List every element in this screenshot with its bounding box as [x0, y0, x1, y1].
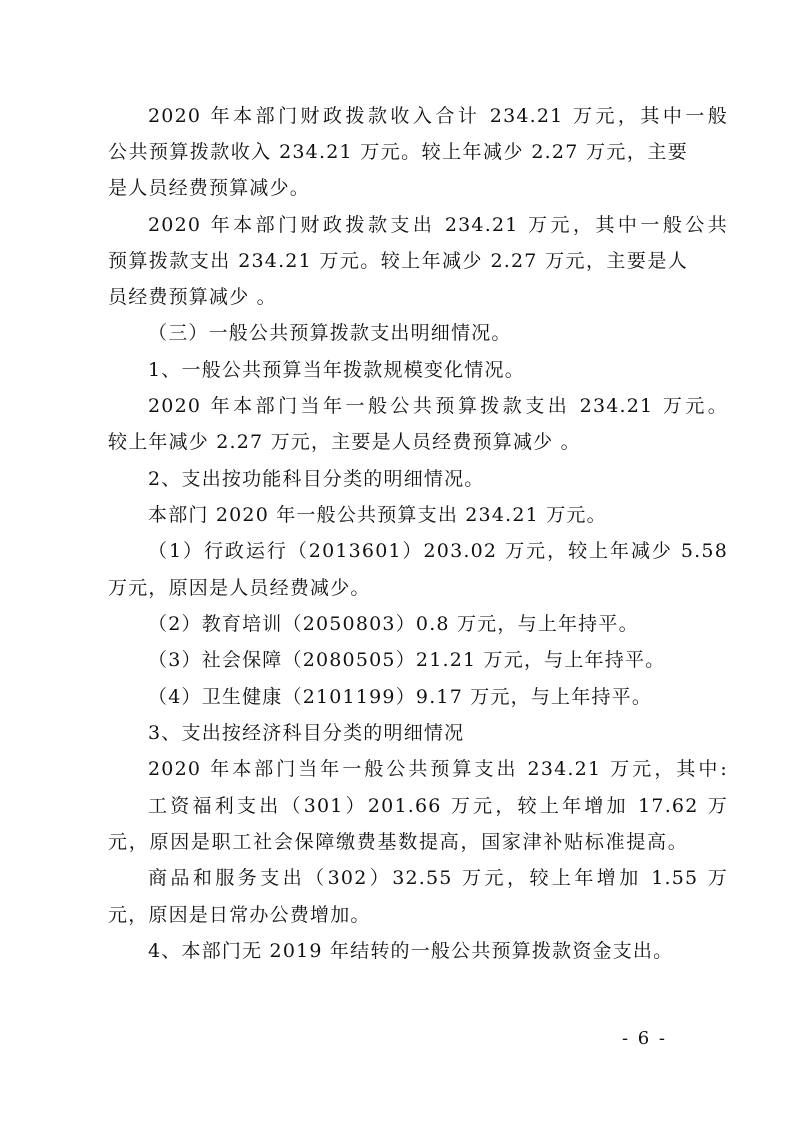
paragraph-line-2: 公共预算拨款收入 234.21 万元。较上年减少 2.27 万元，主要 — [108, 141, 688, 163]
function-item-4: （4）卫生健康（2101199）9.17 万元，与上年持平。 — [148, 686, 653, 708]
paragraph-line-1: 2020 年本部门财政拨款收入合计 234.21 万元，其中一般 — [148, 105, 728, 127]
section-heading-3: （三）一般公共预算拨款支出明细情况。 — [148, 322, 512, 344]
paragraph-line-10: 较上年减少 2.27 万元，主要是人员经费预算减少 。 — [108, 431, 581, 453]
economic-item-2-continued: 元，原因是日常办公费增加。 — [108, 904, 371, 926]
paragraph-line-3: 是人员经费预算减少。 — [108, 177, 311, 199]
subsection-heading-4: 4、本部门无 2019 年结转的一般公共预算拨款资金支出。 — [148, 940, 674, 962]
subsection-heading-2: 2、支出按功能科目分类的明细情况。 — [148, 468, 485, 490]
economic-item-1: 工资福利支出（301）201.66 万元，较上年增加 17.62 万 — [148, 795, 728, 817]
function-item-3: （3）社会保障（2080505）21.21 万元，与上年持平。 — [148, 649, 666, 671]
paragraph-line-5: 预算拨款支出 234.21 万元。较上年减少 2.27 万元，主要是人 — [108, 250, 688, 272]
paragraph-line-12: 本部门 2020 年一般公共预算支出 234.21 万元。 — [148, 504, 607, 526]
function-item-1-continued: 万元，原因是人员经费减少。 — [108, 577, 371, 599]
page-number: - 6 - — [621, 1028, 667, 1049]
paragraph-line-19: 2020 年本部门当年一般公共预算支出 234.21 万元，其中: — [148, 758, 728, 780]
paragraph-line-4: 2020 年本部门财政拨款支出 234.21 万元，其中一般公共 — [148, 214, 728, 236]
function-item-2: （2）教育培训（2050803）0.8 万元，与上年持平。 — [148, 613, 639, 635]
subsection-heading-1: 1、一般公共预算当年拨款规模变化情况。 — [148, 359, 525, 381]
function-item-1: （1）行政运行（2013601）203.02 万元，较上年减少 5.58 — [148, 540, 728, 562]
subsection-heading-3: 3、支出按经济科目分类的明细情况 — [148, 722, 465, 744]
paragraph-line-6: 员经费预算减少 。 — [108, 286, 277, 308]
economic-item-1-continued: 元，原因是职工社会保障缴费基数提高，国家津补贴标准提高。 — [108, 831, 688, 853]
paragraph-line-9: 2020 年本部门当年一般公共预算拨款支出 234.21 万元。 — [148, 395, 728, 417]
economic-item-2: 商品和服务支出（302）32.55 万元，较上年增加 1.55 万 — [148, 867, 728, 889]
